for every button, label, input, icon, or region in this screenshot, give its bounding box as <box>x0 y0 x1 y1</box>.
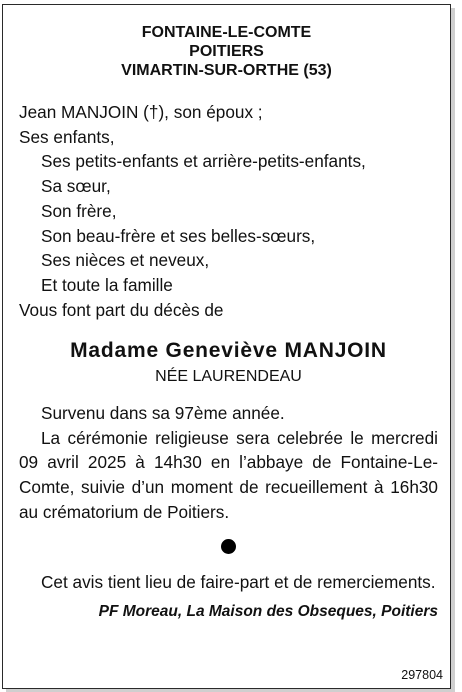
deceased-name: Madame Geneviève MANJOIN <box>70 339 387 363</box>
family-children: Ses enfants, <box>19 126 115 147</box>
family-in-laws: Son beau-frère et ses belles-sœurs, <box>41 225 316 246</box>
reference-number: 297804 <box>401 668 443 682</box>
family-grandchildren: Ses petits-enfants et arrière-petits-enfants, <box>41 151 366 172</box>
ceremony-text: La cérémonie religieuse sera celebrée le mercredi 09 avril 2025 à 14h30 en l’abbaye de Fontaine-Le-Comte, suivie d’un moment de recueillement à 16h30 au crématorium de Poitiers. <box>19 427 438 522</box>
header-town-3: VIMARTIN-SUR-ORTHE (53) <box>121 62 332 79</box>
header-town-1: FONTAINE-LE-COMTE <box>141 24 312 41</box>
notice-body <box>19 100 438 625</box>
family-all: Et toute la famille <box>41 274 173 295</box>
obituary-notice <box>2 4 451 689</box>
maiden-name: NÉE LAURENDEAU <box>155 368 302 386</box>
age-text: Survenu dans sa 97ème année. <box>41 403 285 424</box>
bullet-dot-icon <box>221 539 236 554</box>
family-brother: Son frère, <box>41 200 117 221</box>
funeral-home-signature: PF Moreau, La Maison des Obseques, Poitiers <box>98 603 438 621</box>
header <box>3 23 450 80</box>
family-nieces: Ses nièces et neveux, <box>41 250 210 271</box>
announcement: Vous font part du décès de <box>19 299 224 320</box>
family-sister: Sa sœur, <box>41 176 111 197</box>
family-spouse: Jean MANJOIN (†), son époux ; <box>19 102 263 122</box>
header-town-2: POITIERS <box>189 43 264 60</box>
notice-text: Cet avis tient lieu de faire-part et de remerciements. <box>41 571 436 592</box>
